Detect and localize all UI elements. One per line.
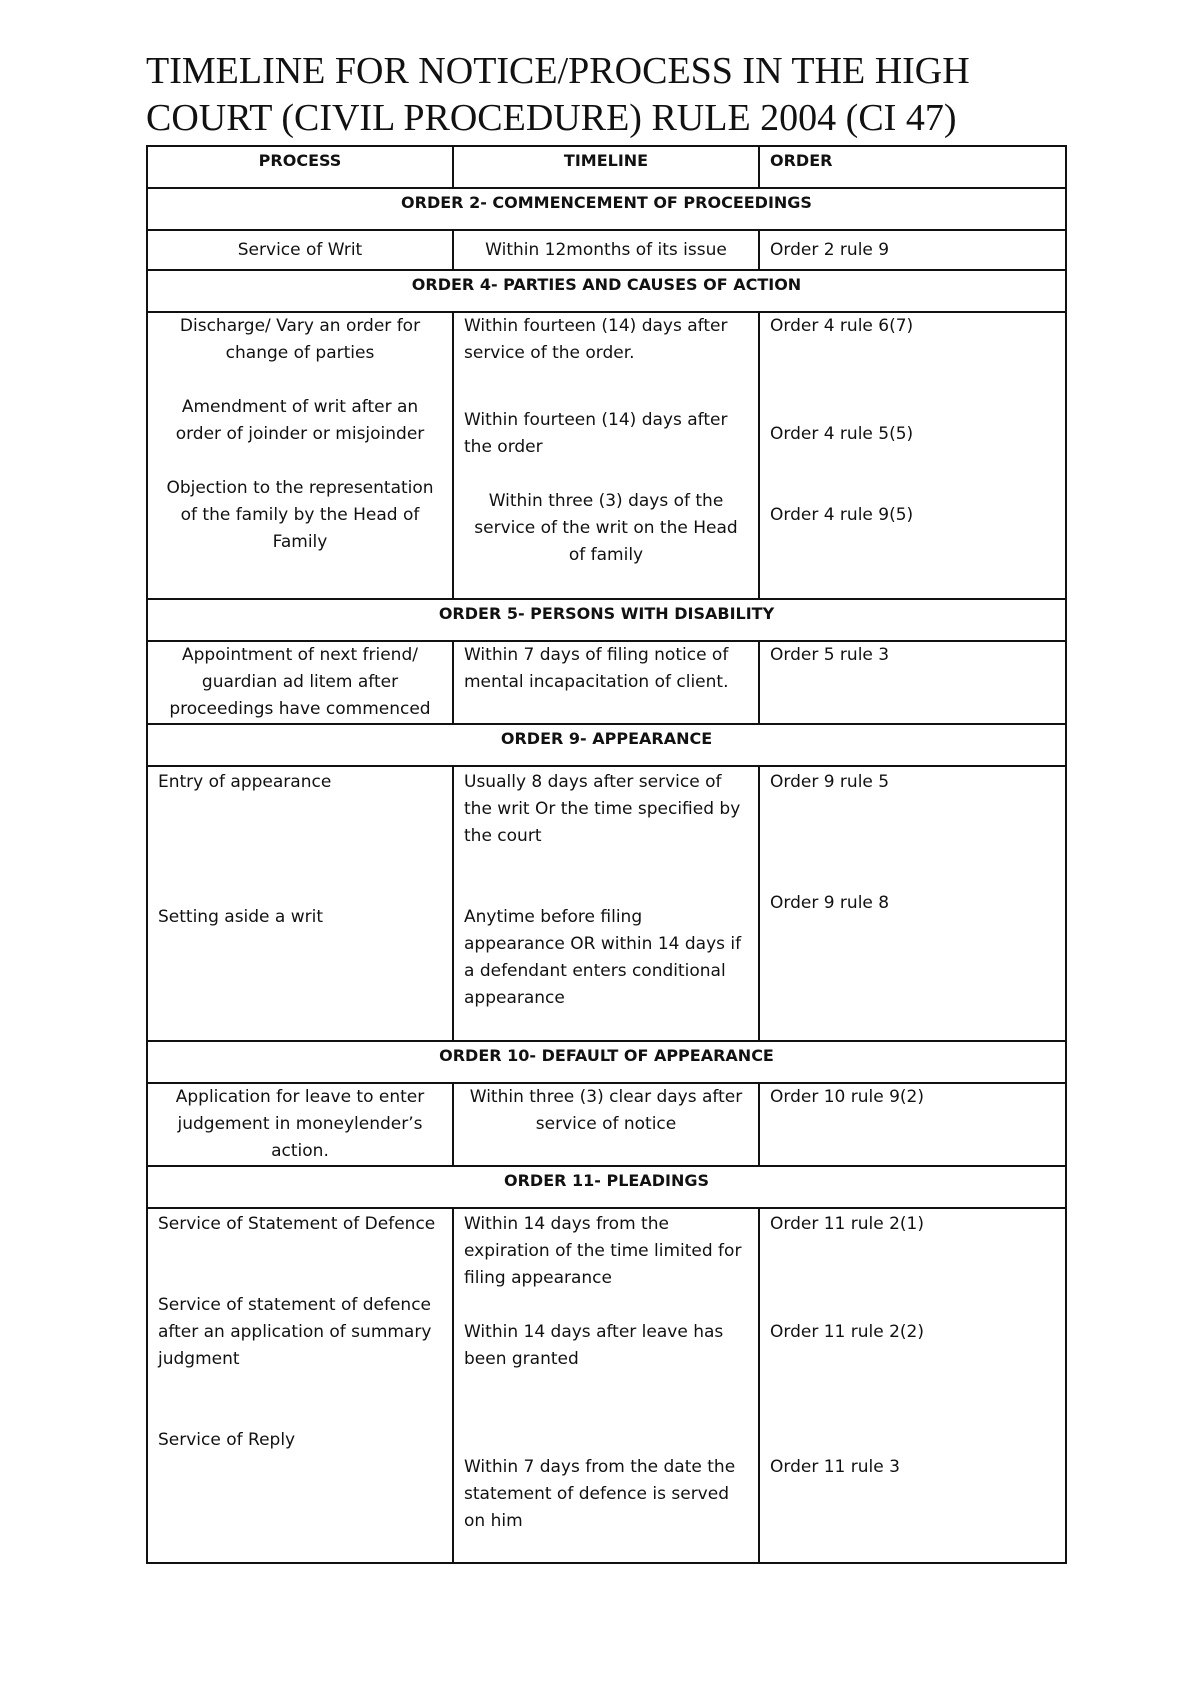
title-line-1: TIMELINE FOR NOTICE/PROCESS IN THE HIGH [146, 50, 970, 92]
order-cell [759, 1208, 1066, 1563]
process-cell [147, 766, 453, 1041]
timeline-cell [453, 312, 759, 599]
order-entry: Order 4 rule 9(5) [770, 505, 914, 525]
table-row [147, 1083, 1066, 1166]
section-heading-order-9: ORDER 9- APPEARANCE [147, 724, 1066, 766]
timeline-cell [453, 766, 759, 1041]
title-line-2: COURT (CIVIL PROCEDURE) RULE 2004 (CI 47) [146, 97, 957, 139]
table-row [147, 641, 1066, 724]
process-entry: Entry of appearance [158, 772, 332, 792]
section-heading-order-4: ORDER 4- PARTIES AND CAUSES OF ACTION [147, 270, 1066, 312]
column-header-timeline: TIMELINE [453, 146, 759, 188]
timeline-entry: Within three (3) days of the service of the writ on the Head of family [474, 491, 738, 565]
table-row [147, 312, 1066, 599]
timeline-cell: Within three (3) clear days after service of notice [453, 1083, 759, 1166]
page-title [146, 48, 1086, 142]
column-header-process: PROCESS [147, 146, 453, 188]
timeline-entry: Within 14 days from the expiration of the time limited for filing appearance [464, 1214, 742, 1288]
section-heading-row [147, 724, 1066, 766]
process-cell: Service of Writ [147, 230, 453, 270]
order-entry: Order 4 rule 5(5) [770, 424, 914, 444]
section-heading-row [147, 188, 1066, 230]
timeline-entry: Within fourteen (14) days after the order [464, 410, 728, 457]
timeline-entry: Anytime before filing appearance OR within 14 days if a defendant enters conditional appearance [464, 907, 742, 1008]
process-entry: Setting aside a writ [158, 907, 324, 927]
timeline-table [146, 145, 1067, 1564]
order-entry: Order 11 rule 3 [770, 1457, 900, 1477]
process-entry: Discharge/ Vary an order for change of parties [179, 316, 421, 363]
timeline-entry: Within 14 days after leave has been granted [464, 1322, 724, 1369]
order-entry: Order 11 rule 2(1) [770, 1214, 924, 1234]
order-cell: Order 10 rule 9(2) [759, 1083, 1066, 1166]
order-entry: Order 11 rule 2(2) [770, 1322, 924, 1342]
order-entry: Order 9 rule 5 [770, 772, 890, 792]
process-cell: Appointment of next friend/ guardian ad litem after proceedings have commenced [147, 641, 453, 724]
process-entry: Objection to the representation of the family by the Head of Family [166, 478, 434, 552]
table-header-row [147, 146, 1066, 188]
table-row [147, 766, 1066, 1041]
timeline-cell [453, 1208, 759, 1563]
timeline-entry: Within 7 days from the date the statement of defence is served on him [464, 1457, 736, 1531]
section-heading-order-2: ORDER 2- COMMENCEMENT OF PROCEEDINGS [147, 188, 1066, 230]
section-heading-row [147, 1041, 1066, 1083]
process-entry: Service of statement of defence after an application of summary judgment [158, 1295, 432, 1369]
section-heading-row [147, 270, 1066, 312]
table-row [147, 1208, 1066, 1563]
timeline-entry: Usually 8 days after service of the writ Or the time specified by the court [464, 772, 741, 846]
timeline-cell: Within 12months of its issue [453, 230, 759, 270]
order-cell: Order 5 rule 3 [759, 641, 1066, 724]
order-cell [759, 312, 1066, 599]
timeline-entry: Within fourteen (14) days after service of the order. [464, 316, 728, 363]
order-cell [759, 766, 1066, 1041]
section-heading-order-10: ORDER 10- DEFAULT OF APPEARANCE [147, 1041, 1066, 1083]
process-entry: Service of Statement of Defence [158, 1214, 436, 1234]
section-heading-order-5: ORDER 5- PERSONS WITH DISABILITY [147, 599, 1066, 641]
section-heading-row [147, 1166, 1066, 1208]
timeline-cell: Within 7 days of filing notice of mental incapacitation of client. [453, 641, 759, 724]
process-entry: Amendment of writ after an order of joinder or misjoinder [175, 397, 425, 444]
order-entry: Order 9 rule 8 [770, 893, 890, 913]
order-cell: Order 2 rule 9 [759, 230, 1066, 270]
section-heading-order-11: ORDER 11- PLEADINGS [147, 1166, 1066, 1208]
column-header-order: ORDER [759, 146, 1066, 188]
process-cell [147, 1208, 453, 1563]
process-cell: Application for leave to enter judgement in moneylender’s action. [147, 1083, 453, 1166]
order-entry: Order 4 rule 6(7) [770, 316, 914, 336]
process-cell [147, 312, 453, 599]
table-row [147, 230, 1066, 270]
process-entry: Service of Reply [158, 1430, 296, 1450]
section-heading-row [147, 599, 1066, 641]
